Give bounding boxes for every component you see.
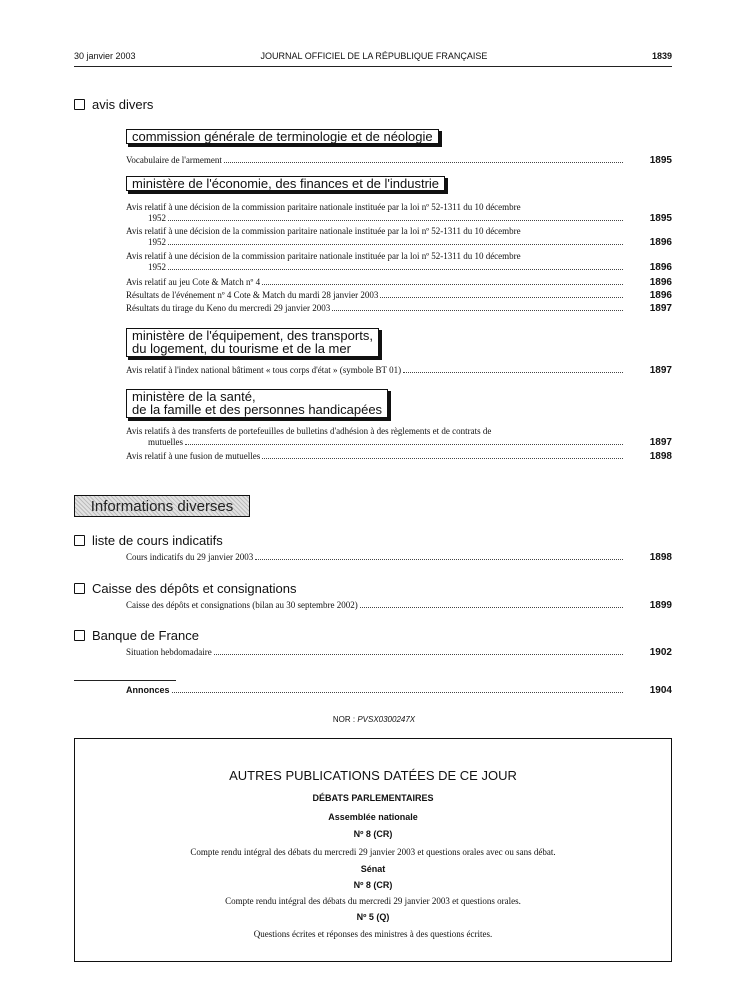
section-banque-de-france — [74, 628, 199, 643]
toc-entry[interactable] — [126, 303, 672, 314]
senat-questions-number: Nº 5 (Q) — [356, 912, 390, 922]
entry-text: Avis relatif à une décision de la commission paritaire nationale instituée par la loi nº 52-1311 du 10 décembre — [126, 226, 521, 236]
publications-subtitle: DÉBATS PARLEMENTAIRES — [312, 793, 434, 803]
senat-questions-description: Questions écrites et réponses des ministres à des questions écrites. — [253, 929, 493, 939]
entry-text-cont: 1952 — [148, 237, 166, 247]
entry-page: 1896 — [649, 237, 672, 248]
entry-page: 1899 — [649, 600, 672, 611]
other-publications-box — [74, 738, 672, 962]
checkbox-square-icon — [74, 583, 85, 594]
entry-page: 1897 — [649, 437, 672, 448]
nor-reference — [0, 715, 748, 724]
toc-entry[interactable] — [126, 365, 672, 376]
header-date: 30 janvier 2003 — [74, 51, 136, 61]
ministry-box — [126, 129, 439, 144]
nor-code: PVSX0300247X — [357, 715, 416, 724]
header-page-number: 1839 — [651, 51, 672, 61]
publications-title: AUTRES PUBLICATIONS DATÉES DE CE JOUR — [229, 768, 517, 783]
ministry-label: ministère de l'économie, des finances et de l'industrie — [132, 176, 440, 191]
section-avis-divers — [74, 97, 153, 112]
entry-text: Avis relatif à l'index national bâtiment « tous corps d'état » (symbole BT 01) — [126, 365, 402, 375]
entry-page: 1897 — [649, 303, 672, 314]
entry-text: Avis relatif à une décision de la commission paritaire nationale instituée par la loi nº 52-1311 du 10 décembre — [126, 251, 521, 261]
checkbox-square-icon — [74, 99, 85, 110]
entry-text: Résultats de l'événement nº 4 Cote & Match du mardi 28 janvier 2003 — [126, 290, 379, 300]
senat-description: Compte rendu intégral des débats du mercredi 29 janvier 2003 et questions orales. — [225, 896, 521, 906]
senat-issue-number: Nº 8 (CR) — [353, 880, 393, 890]
toc-entry[interactable] — [126, 451, 672, 462]
entry-text-cont: 1952 — [148, 213, 166, 223]
header-title: JOURNAL OFFICIEL DE LA RÉPUBLIQUE FRANÇAISE — [260, 51, 488, 61]
entry-text: Avis relatifs à des transferts de portefeuilles de bulletins d'adhésion à des règlements et de contrats de — [126, 426, 492, 436]
toc-entry[interactable] — [126, 647, 672, 658]
section-cours-indicatifs — [74, 533, 223, 548]
section-heading: liste de cours indicatifs — [92, 533, 223, 548]
toc-entry[interactable] — [126, 251, 672, 273]
ministry-label: de la famille et des personnes handicapées — [132, 402, 383, 417]
header-rule — [74, 66, 672, 67]
toc-entry[interactable] — [126, 552, 672, 563]
ministry-box — [126, 389, 388, 418]
assemblee-issue-number: Nº 8 (CR) — [353, 829, 393, 839]
ministry-label: du logement, du tourisme et de la mer — [132, 341, 351, 356]
toc-entry[interactable] — [126, 277, 672, 288]
entry-text: Vocabulaire de l'armement — [126, 155, 222, 165]
entry-text-cont: mutuelles — [148, 437, 183, 447]
entry-page: 1896 — [649, 277, 672, 288]
annonces-rule — [74, 680, 176, 681]
section-heading: Banque de France — [92, 628, 199, 643]
entry-text: Résultats du tirage du Keno du mercredi 29 janvier 2003 — [126, 303, 331, 313]
entry-text: Caisse des dépôts et consignations (bilan au 30 septembre 2002) — [126, 600, 358, 610]
ministry-label: ministère de la santé, — [132, 389, 256, 404]
toc-entry[interactable] — [126, 155, 672, 166]
assemblee-nationale-label: Assemblée nationale — [328, 812, 418, 822]
entry-page: 1896 — [649, 262, 672, 273]
entry-page: 1895 — [649, 213, 672, 224]
entry-text: Avis relatif à une décision de la commission paritaire nationale instituée par la loi nº 52-1311 du 10 décembre — [126, 202, 521, 212]
entry-page: 1898 — [649, 451, 672, 462]
senat-label: Sénat — [360, 864, 386, 874]
ministry-label: commission générale de terminologie et de néologie — [132, 129, 433, 144]
entry-text: Annonces — [126, 685, 170, 695]
entry-page: 1904 — [649, 685, 672, 696]
section-caisse-depots — [74, 581, 297, 596]
section-heading: Caisse des dépôts et consignations — [92, 581, 297, 596]
assemblee-description: Compte rendu intégral des débats du mercredi 29 janvier 2003 et questions orales avec ou sans débat. — [190, 847, 556, 857]
toc-entry-annonces[interactable] — [126, 685, 672, 696]
toc-entry[interactable] — [126, 600, 672, 611]
entry-page: 1897 — [649, 365, 672, 376]
informations-diverses-band: Informations diverses — [74, 495, 250, 517]
checkbox-square-icon — [74, 535, 85, 546]
entry-text: Avis relatif à une fusion de mutuelles — [126, 451, 261, 461]
toc-entry[interactable] — [126, 226, 672, 248]
entry-page: 1895 — [649, 155, 672, 166]
entry-page: 1902 — [649, 647, 672, 658]
toc-entry[interactable] — [126, 290, 672, 301]
toc-entry[interactable] — [126, 426, 672, 448]
entry-page: 1896 — [649, 290, 672, 301]
entry-text: Cours indicatifs du 29 janvier 2003 — [126, 552, 254, 562]
ministry-box — [126, 176, 445, 191]
section-heading: avis divers — [92, 97, 154, 112]
toc-entry[interactable] — [126, 202, 672, 224]
entry-text: Avis relatif au jeu Cote & Match nº 4 — [126, 277, 261, 287]
ministry-box — [126, 328, 379, 357]
entry-page: 1898 — [649, 552, 672, 563]
ministry-label: ministère de l'équipement, des transports, — [132, 328, 373, 343]
nor-label: NOR : — [332, 715, 356, 724]
checkbox-square-icon — [74, 630, 85, 641]
entry-text: Situation hebdomadaire — [126, 647, 212, 657]
entry-text-cont: 1952 — [148, 262, 166, 272]
